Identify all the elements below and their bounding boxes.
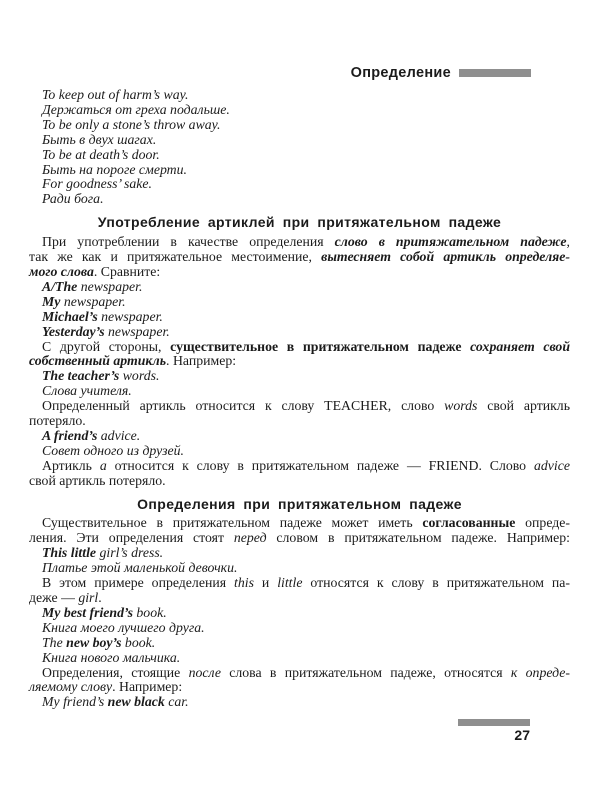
text-line: [29, 235, 570, 250]
text-line: [29, 118, 570, 133]
text-line: [29, 295, 570, 310]
text-segment: словом в притяжательном падеже. Например:: [266, 530, 570, 546]
text-segment: For goodness’ sake.: [42, 176, 152, 192]
text-segment: My best friend’s: [42, 604, 133, 620]
text-segment: My friend’s: [42, 694, 108, 710]
text-line: [29, 531, 570, 546]
text-segment: Держаться от греха подальше.: [42, 101, 230, 117]
text-segment: words: [444, 398, 478, 414]
text-segment: При употреблении в качестве определения: [42, 234, 335, 250]
text-segment: вытесняет собой артикль определяе-: [321, 249, 570, 265]
text-segment: . Например:: [112, 679, 183, 695]
text-segment: Слова учителя.: [42, 383, 132, 399]
text-segment: this: [234, 575, 254, 591]
text-segment: book.: [132, 604, 167, 620]
text-segment: newspaper.: [60, 293, 126, 309]
page-header: [351, 65, 531, 81]
text-segment: слова в притяжательном падеже, относятся: [220, 664, 511, 680]
page-number: 27: [514, 727, 530, 743]
text-segment: относятся к слову в притяжательном па-: [302, 575, 570, 591]
text-segment: girl: [78, 590, 99, 605]
text-segment: к опреде-: [510, 664, 570, 680]
text-segment: согласованные: [422, 515, 516, 531]
text-line: [29, 103, 570, 118]
text-segment: Книга нового мальчика.: [42, 649, 181, 665]
text-line: [29, 192, 570, 207]
text-segment: newspaper.: [77, 278, 143, 294]
section-heading: Употребление артиклей при притяжательном падеже: [97, 214, 502, 231]
text-segment: This little: [42, 545, 97, 561]
text-segment: book.: [121, 634, 156, 650]
text-line: [29, 666, 570, 681]
text-line: [29, 88, 570, 103]
text-segment: относится к слову в притяжательном падеже — FRIEND. Слово: [106, 457, 534, 473]
text-segment: существительное в притяжательном падеже: [170, 338, 471, 354]
text-segment: Ради бога.: [42, 191, 104, 207]
text-segment: words.: [119, 368, 160, 384]
text-line: [29, 163, 570, 178]
section-heading: Определения при притяжательном падеже: [137, 495, 462, 512]
text-segment: деже —: [29, 590, 79, 605]
text-segment: newspaper.: [97, 308, 163, 324]
text-segment: The: [42, 634, 67, 650]
text-line: [29, 399, 570, 414]
text-line: [29, 414, 570, 429]
text-line: [29, 250, 570, 265]
text-segment: a: [99, 457, 107, 473]
text-line: [29, 310, 570, 325]
text-segment: The teacher’s: [42, 368, 120, 384]
text-line: [29, 369, 570, 384]
text-segment: и: [253, 575, 278, 591]
text-line: [29, 546, 570, 561]
text-segment: A friend’s: [42, 427, 98, 443]
text-segment: little: [277, 575, 303, 591]
text-segment: ,: [566, 234, 570, 250]
text-segment: собственный артикль: [29, 353, 167, 369]
text-line: [29, 133, 570, 148]
footer-bar: [458, 719, 530, 726]
text-line: [29, 265, 570, 280]
text-segment: Совет одного из друзей.: [42, 442, 184, 458]
text-line: [29, 516, 570, 531]
text-line: [29, 280, 570, 295]
text-line: [29, 636, 570, 651]
text-line: [29, 474, 570, 489]
text-line: [29, 429, 570, 444]
text-segment: Существительное в притяжательном падеже может иметь: [42, 515, 423, 531]
text-segment: Платье этой маленькой девочки.: [42, 560, 238, 576]
text-segment: так же как и притяжательное местоимение,: [29, 249, 322, 265]
text-segment: Быть в двух шагах.: [42, 131, 157, 147]
text-segment: после: [188, 664, 221, 680]
text-line: [29, 459, 570, 474]
text-segment: слово в притяжательном падеже: [334, 234, 567, 250]
text-line: [29, 340, 570, 355]
text-segment: потеряло.: [29, 413, 86, 429]
text-segment: Yesterday’s: [42, 323, 105, 339]
text-segment: . Например:: [166, 353, 237, 369]
text-segment: Артикль: [42, 457, 100, 473]
text-segment: ления. Эти определения стоят: [29, 530, 234, 546]
text-segment: advice: [533, 457, 570, 473]
text-segment: Определения, стоящие: [42, 664, 189, 680]
text-segment: car.: [164, 694, 189, 710]
text-segment: .: [98, 590, 102, 605]
text-line: [29, 177, 570, 192]
text-segment: To be only a stone’s throw away.: [42, 116, 221, 132]
text-line: [29, 651, 570, 666]
text-segment: Быть на пороге смерти.: [42, 161, 187, 177]
text-line: [29, 384, 570, 399]
text-segment: перед: [233, 530, 267, 546]
text-line: [29, 354, 570, 369]
running-head: Определение: [350, 65, 451, 81]
text-segment: To keep out of harm’s way.: [42, 87, 189, 102]
text-segment: свой артикль потеряло.: [29, 472, 166, 488]
text-line: [29, 576, 570, 591]
text-segment: new black: [107, 694, 165, 710]
text-line: [29, 561, 570, 576]
text-line: [29, 444, 570, 459]
text-segment: свой артикль: [477, 398, 570, 414]
text-segment: A/The: [42, 278, 78, 294]
text-line: [29, 591, 570, 606]
text-segment: ляемому слову: [29, 679, 113, 695]
text-line: [29, 606, 570, 621]
text-segment: My: [42, 293, 61, 309]
text-segment: Определенный артикль относится к слову TEACHER, слово: [42, 398, 445, 414]
text-line: [29, 695, 570, 710]
text-segment: To be at death’s door.: [42, 146, 160, 162]
text-segment: newspaper.: [104, 323, 170, 339]
text-line: [29, 148, 570, 163]
text-line: [29, 621, 570, 636]
text-segment: new boy’s: [66, 634, 122, 650]
text-segment: опреде-: [515, 515, 571, 531]
text-segment: мого слова: [29, 263, 94, 279]
page-content: [29, 88, 570, 710]
text-segment: . Сравните:: [93, 263, 161, 279]
text-line: [29, 680, 570, 695]
text-segment: advice.: [97, 427, 141, 443]
text-segment: Книга моего лучшего друга.: [42, 619, 205, 635]
text-segment: Michael’s: [42, 308, 98, 324]
text-segment: сохраняет свой: [470, 338, 570, 354]
header-bar: [459, 69, 531, 77]
text-line: [29, 325, 570, 340]
text-segment: С другой стороны,: [42, 338, 171, 354]
text-segment: girl’s dress.: [96, 545, 164, 561]
text-segment: В этом примере определения: [42, 575, 234, 591]
